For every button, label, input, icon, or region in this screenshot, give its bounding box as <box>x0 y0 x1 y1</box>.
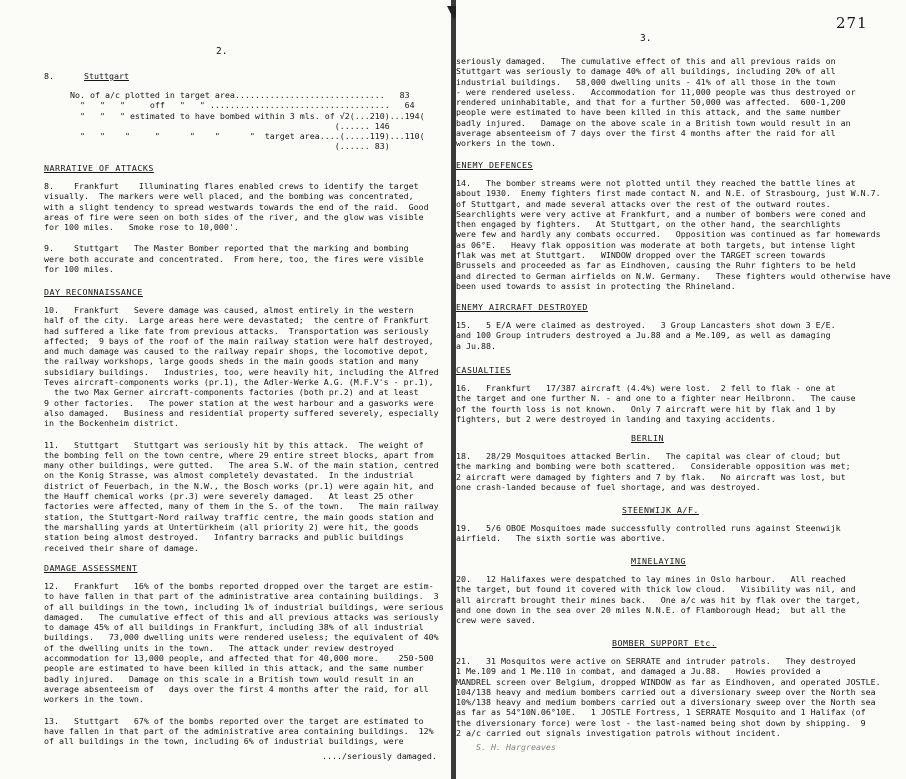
text-line: 1 Me.109 and 1 Me.110 in combat, and damaged a Ju.88. Howies provided a <box>456 666 821 677</box>
text-line: and 100 Group intruders destroyed a Ju.88 and a Me.109, as well as damaging <box>456 330 831 341</box>
text-line: Brussels and proceeded as far as Eindhoven, causing the Ruhr fighters to be held <box>456 260 856 271</box>
minelaying-heading: MINELAYING <box>631 556 686 566</box>
text-line: have fallen in that part of the administrative area containing buildings. 12% <box>44 725 434 736</box>
text-line: station, the Stuttgart-Nord railway traffic centre, the main goods station and <box>44 511 434 522</box>
page-number: 2. <box>216 46 228 57</box>
day-recce-block <box>44 305 439 553</box>
text-line: workers in the town. <box>456 138 556 149</box>
text-line: the diversionary force) were lost - the last-named being shot down by shipping. 9 <box>456 717 866 728</box>
text-line: 2 aircraft were damaged by fighters and 7 by flak. No aircraft was lost, but <box>456 471 846 482</box>
text-line: Stuttgart was seriously to damage 40% of all buildings, including 20% of all <box>456 66 836 77</box>
left-page <box>0 0 452 779</box>
text-line: of all buildings in the town, including 1% of industrial buildings, were serious <box>44 601 444 612</box>
bomber-support-block <box>456 656 881 738</box>
text-line: airfield. The sixth sortie was abortive. <box>456 533 666 544</box>
text-line: Teves aircraft-components works (pr.1), the Adler-Werke A.G. (M.F.V's - pr.1), <box>44 377 434 388</box>
berlin-block <box>456 451 851 492</box>
defences-block <box>456 178 891 291</box>
text-line: fighters, but 2 were destroyed in landing and taxying accidents. <box>456 413 776 424</box>
text-line: of the fourth loss is not known. Only 7 aircraft were hit by flak and 1 by <box>456 403 836 414</box>
text-line: one crash-landed because of fuel shortage, and was destroyed. <box>456 481 761 492</box>
text-line: 9 other factories. The power station at the west harbour and a gasworks were <box>44 397 434 408</box>
text-line: " " " off " " .................................... 64 <box>70 100 415 111</box>
text-line: a Ju.88. <box>456 340 496 351</box>
text-line: the railway workshops, large goods sheds in the main goods station and many <box>44 356 419 367</box>
text-line: for 100 miles. <box>44 264 114 275</box>
damage-continued-block <box>456 56 856 149</box>
text-line: and one down in the sea over 20 miles N.N.E. of Flamborough Head; but all the <box>456 604 846 615</box>
text-line: industrial buildings. 58,000 dwelling units - 41% of all those in the town <box>456 76 836 87</box>
text-line: were few and hardly any combats occurred. Opposition was continued as far homewards <box>456 229 881 240</box>
folio-stamp: 271 <box>836 14 868 32</box>
text-line: " " " estimated to have bombed within 3 mls. of √2(...210)...194( <box>70 110 425 121</box>
text-line: rendered uninhabitable, and that for a further 50,000 was affected. 600-1,200 <box>456 97 846 108</box>
day-recce-heading: DAY RECONNAISSANCE <box>44 287 143 297</box>
text-line: the bombing fell on the town centre, where 29 entire street blocks, apart from <box>44 449 434 460</box>
text-line: half of the city. Large areas here were devastated; the centre of Frankfurt <box>44 315 429 326</box>
text-line: and much damage was caused to the railway repair shops, the locomotive depot, <box>44 346 429 357</box>
text-line: the marking and bombing were both scattered. Considerable opposition was met; <box>456 461 851 472</box>
text-line: were both accurate and concentrated. From here, too, the fires were visible <box>44 253 424 264</box>
text-line: 2 a/c carried out signals investigation patrols without incident. <box>456 728 781 739</box>
paragraph <box>44 305 439 429</box>
text-line: buildings. 73,000 dwelling units were rendered useless; the equivalent of 40% <box>44 632 439 643</box>
casualties-block <box>456 383 856 424</box>
text-line: 19. 5/6 OBOE Mosquitoes made successfully controlled runs against Steenwijk <box>456 523 841 533</box>
text-line: the two Max Gerner aircraft-components factories (both pr.2) and at least <box>44 387 419 398</box>
paragraph <box>44 181 429 232</box>
text-line: seriously damaged. The cumulative effect of this and all previous raids on <box>456 56 836 66</box>
berlin-heading: BERLIN <box>631 433 664 443</box>
section-number: 8. <box>44 71 54 81</box>
text-line: 9. Stuttgart The Master Bomber reported that the marking and bombing <box>44 243 409 254</box>
text-line: MANDREL screen over Belgium, dropped WINDOW as far as Eindhoven, and operated JOSTLE. <box>456 676 881 687</box>
text-line: - were rendered useless. Accommodation for 11,000 people was thus destroyed or <box>456 86 856 97</box>
paragraph <box>44 440 439 553</box>
page-number: 3. <box>640 33 652 44</box>
casualties-heading: CASUALTIES <box>456 365 511 375</box>
text-line: 21. 31 Mosquitos were active on SERRATE and intruder patrols. They destroyed <box>456 656 856 666</box>
text-line: also damaged. Business and residential property suffered severely, especially <box>44 407 439 418</box>
bomber-support-heading: BOMBER SUPPORT Etc. <box>612 638 717 648</box>
text-line: in the Bockenheim district. <box>44 418 179 429</box>
text-line: 8. Frankfurt Illuminating flares enabled crews to identify the target <box>44 181 419 191</box>
text-line: and directed to German airfields on N.W. Germany. These fighters would otherwise have <box>456 270 891 281</box>
paragraph <box>44 581 444 705</box>
text-line: subsidiary buildings. Industries, too, were heavily hit, including the Alfred <box>44 366 439 377</box>
text-line: to damage 45% of all buildings in Frankfurt, including 38% of all industrial <box>44 622 424 633</box>
steenwijk-block <box>456 523 841 544</box>
text-line: (...... 146 <box>70 120 390 131</box>
destroyed-block <box>456 320 836 351</box>
continued-note: ..../seriously damaged. <box>322 751 437 761</box>
text-line: accommodation for 13,000 people, and affected that for 40,000 more. 250-500 <box>44 653 434 664</box>
text-line: average absenteeism of 7 days over the first 4 months after the raid for all <box>456 128 836 139</box>
text-line: the target and one further N. - and one to a fighter near Heilbronn. The cause <box>456 393 856 404</box>
paragraph <box>44 243 429 274</box>
text-line: 10. Frankfurt Severe damage was caused, almost entirely in the western <box>44 305 414 315</box>
text-line: visually. The markers were well placed, and the bombing was concentrated, <box>44 191 414 202</box>
text-line: the Hauff chemical works (pr.3) were severely damaged. At least 25 other <box>44 491 414 502</box>
paragraph <box>44 716 444 747</box>
text-line: to have fallen in that part of the administrative area containing buildings. 3 <box>44 591 439 602</box>
damage-block <box>44 581 444 746</box>
text-line: flak was met at Stuttgart. WINDOW dropped over the TARGET screen towards <box>456 250 826 261</box>
text-line: about 1930. Enemy fighters first made contact N. and N.E. of Strasbourg, just W.N.7. <box>456 188 881 199</box>
text-line: factories were affected, many of them in the S. of the town. The main railway <box>44 501 439 512</box>
text-line: 14. The bomber streams were not plotted until they reached the battle lines at <box>456 178 856 188</box>
text-line: affected; 9 bays of the roof of the main railway station were half destroyed, <box>44 335 434 346</box>
text-line: for 100 miles. Smoke rose to 10,000'. <box>44 222 239 233</box>
text-line: district of Feuerbach, in the N.W., the Bosch works (pr.1) were again hit, and <box>44 480 434 491</box>
text-line: Searchlights were very active at Frankfurt, and a number of bombers were coned and <box>456 208 866 219</box>
defences-heading: ENEMY DEFENCES <box>456 160 533 170</box>
text-line: many other buildings, were gutted. The area S.W. of the main station, centred <box>44 460 439 471</box>
text-line: as far as 54°10N.06°10E. 1 JOSTLE Fortress, 1 SERRATE Mosquito and 1 Halifax (of <box>456 707 866 718</box>
text-line: people are estimated to have been killed in this attack, and the same number <box>44 663 424 674</box>
text-line: areas of fire were seen on both sides of the river, and the glow was visible <box>44 211 424 222</box>
text-line: people were estimated to have been killed in this attack, and the same number <box>456 107 841 118</box>
text-line: damaged. The cumulative effect of this and all previous attacks was seriously <box>44 611 439 622</box>
text-line: all aircraft brought their mines back. One a/c was hit by flak over the target, <box>456 594 861 605</box>
signature: S. H. Hargreaves <box>476 742 556 752</box>
stuttgart-stats-title <box>44 71 129 81</box>
text-line: 20. 12 Halifaxes were despatched to lay mines in Oslo harbour. All reached <box>456 574 846 584</box>
text-line: of all buildings in the town, including 6% of industrial buildings, were <box>44 736 404 747</box>
text-line: 16. Frankfurt 17/387 aircraft (4.4%) were lost. 2 fell to flak - one at <box>456 383 836 393</box>
text-line: average absenteeism of days over the first 4 months after the raid, for all <box>44 683 429 694</box>
text-line: crew were saved. <box>456 615 536 626</box>
text-line: badly injured. Damage on this scale in a British town would result in an <box>44 673 414 684</box>
text-line: 104/138 heavy and medium bombers carried out a diversionary sweep over the North sea <box>456 686 876 697</box>
text-line: of Stuttgart, and made several attacks over the rest of the outward routes. <box>456 198 831 209</box>
text-line: with a slight tendency to spread westwards towards the end of the raid. Good <box>44 201 429 212</box>
text-line: 10%/138 heavy and medium bombers carried out a diversionary sweep over the North sea <box>456 697 876 708</box>
text-line: 18. 28/29 Mosquitoes attacked Berlin. The capital was clear of cloud; but <box>456 451 841 461</box>
text-line: 12. Frankfurt 16% of the bombs reported dropped over the target are estim- <box>44 581 434 591</box>
section-title: Stuttgart <box>83 71 129 81</box>
text-line: of the dwelling units in the town. The attack under review destroyed <box>44 642 394 653</box>
text-line: " " " " " " " target area....(.....119)...110( <box>70 131 425 142</box>
text-line: received their share of damage. <box>44 542 199 553</box>
text-line: No. of a/c plotted in target area.............................. 83 <box>70 90 410 100</box>
destroyed-heading: ENEMY AIRCRAFT DESTROYED <box>456 302 588 312</box>
text-line: on the Konig Strasse, was almost completely devastated. In the industrial <box>44 470 414 481</box>
damage-heading: DAMAGE ASSESSMENT <box>44 563 138 573</box>
stuttgart-stats-block <box>70 90 425 152</box>
text-line: badly injured. Damage on the above scale in a British town would result in an <box>456 117 851 128</box>
narrative-block <box>44 181 429 274</box>
text-line: 11. Stuttgart Stuttgart was seriously hit by this attack. The weight of <box>44 439 424 450</box>
text-line: 13. Stuttgart 67% of the bombs reported over the target are estimated to <box>44 715 424 726</box>
right-page <box>456 0 906 779</box>
text-line: workers in the town. <box>44 694 144 705</box>
text-line: 15. 5 E/A were claimed as destroyed. 3 Group Lancasters shot down 3 E/E. <box>456 320 836 330</box>
text-line: as 06°E. Heavy flak opposition was moderate at both targets, but intense light <box>456 239 856 250</box>
text-line: (...... 83) <box>70 141 390 152</box>
text-line: had suffered a like fate from previous attacks. Transportation was seriously <box>44 325 429 336</box>
text-line: the target, but found it covered with thick low cloud. Visibility was nil, and <box>456 584 856 595</box>
text-line: then engaged by fighters. At Stuttgart, on the other hand, the searchlights <box>456 219 841 230</box>
text-line: the marshalling yards at Untertürkheim (all priority 2) were hit, the goods <box>44 521 419 532</box>
minelaying-block <box>456 574 861 625</box>
text-line: station being almost destroyed. Infantry barracks and public buildings <box>44 532 404 543</box>
steenwijk-heading: STEENWIJK A/F. <box>622 505 699 515</box>
text-line: been used towards to assist in protecting the Rhineland. <box>456 280 736 291</box>
narrative-heading: NARRATIVE OF ATTACKS <box>44 163 154 173</box>
